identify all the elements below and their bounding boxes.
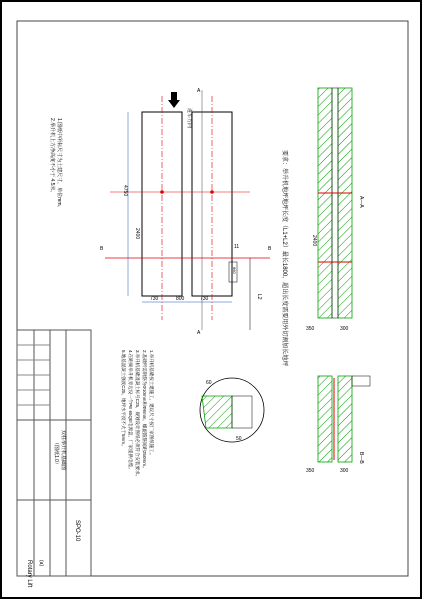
note-left-1: 1.图纸中所标尺寸为土建尺寸，单位mm。 <box>56 118 62 211</box>
top-note: 要求：举升机地坪地坪长度（L1+L2）最长1800，超出长度需要用外切割加长地坪 <box>281 150 287 367</box>
title-model: SPO-10 <box>74 520 80 542</box>
title-project: Rotary Lift <box>26 560 32 588</box>
note-mid-1: 1.举升机基础按土建施工，建议尺寸按厂家图纸施工。 <box>149 350 154 458</box>
drive-direction-label: 进车方向 <box>186 108 192 129</box>
dim-660: 660 <box>232 267 237 274</box>
paper <box>2 2 420 597</box>
note-mid-5: 5.地基混凝土强度C25，地坪水平度不大于5mm。 <box>121 350 126 449</box>
section-a-slab-left <box>318 88 332 318</box>
section-b-slab-left <box>318 376 332 462</box>
post-anchor-left <box>160 190 164 194</box>
detail-hatch <box>202 396 232 428</box>
note-mid-3: 3.举升机基础混凝土标号C25，规划设计图纸必须符合安装要求。 <box>135 350 140 480</box>
detail-dim-60: 60 <box>206 380 212 386</box>
detail-dim-50: 50 <box>236 436 242 442</box>
dim-4750: 4750 <box>122 185 128 197</box>
section-a-slab-right <box>338 88 352 318</box>
section-a-dim-2400: 2400 <box>311 235 317 247</box>
post-anchor-right <box>210 190 214 194</box>
dim-2400: 2400 <box>134 228 140 240</box>
dim-l2: L2 <box>256 294 262 300</box>
note-left-2: 2.举升机上方净高度不小于 4.5米。 <box>49 118 55 196</box>
cut-mark-b-left: B <box>100 246 104 252</box>
title-drawing-name: 双柱举升机基础图 <box>60 430 66 471</box>
dim-730-right: 730 <box>200 296 209 302</box>
section-a-title: A—A <box>358 196 364 208</box>
section-a-dim-300: 300 <box>340 326 349 332</box>
note-mid-2: 2.基础所需钢筋为Φ10mm和Φ8mm，螺旋箍筋间距250mm。 <box>142 350 147 471</box>
dim-800: 800 <box>176 296 185 302</box>
title-sheet: (a) <box>38 560 44 567</box>
title-sub: （图纸1.0） <box>53 440 59 467</box>
cut-mark-b-right: B <box>268 246 272 252</box>
section-b-slab-right <box>338 376 352 462</box>
section-b-title: B—B <box>358 452 364 464</box>
dim-11: 11 <box>234 244 240 250</box>
note-mid-4: 4.在距离举升机旁边设一个PE 65QE电源盒，厂家提供电缆。 <box>128 350 133 472</box>
dim-730-left: 730 <box>150 296 159 302</box>
cut-mark-a-top: A <box>197 88 201 94</box>
section-a-dim-350: 350 <box>306 326 315 332</box>
cut-mark-a-bottom: A <box>197 330 201 336</box>
section-b-dim-350: 350 <box>306 468 315 474</box>
section-b-dim-300: 300 <box>340 468 349 474</box>
